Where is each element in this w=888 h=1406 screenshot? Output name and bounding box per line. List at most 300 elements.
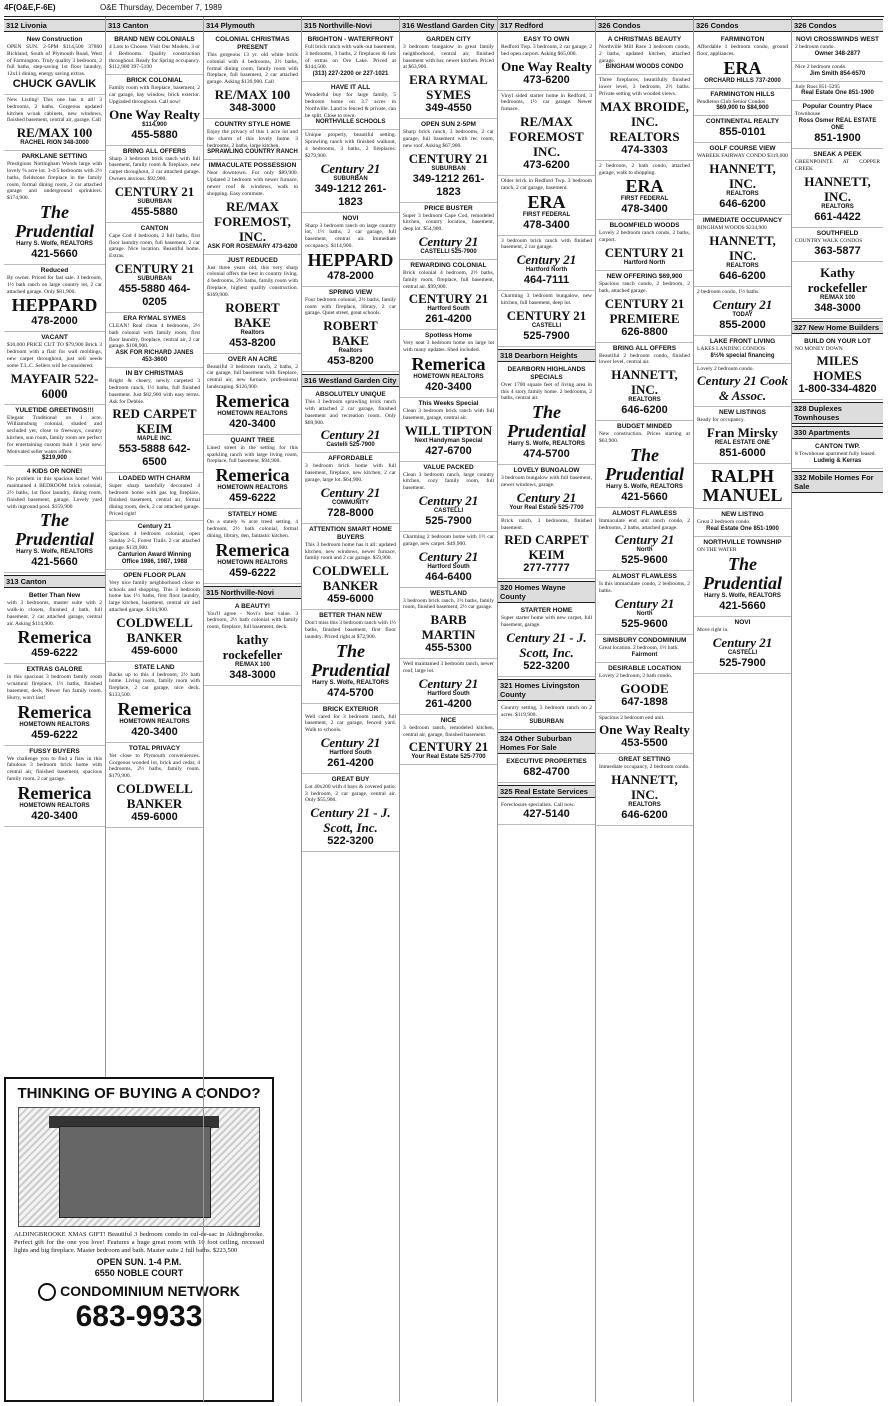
classified-ad <box>302 34 399 82</box>
agency-name: One Way Realty <box>599 722 690 738</box>
ad-subline: ASK FOR ROSEMARY 473-6200 <box>207 243 298 250</box>
agency-name: HEPPARD <box>11 295 98 316</box>
ad-body: Brick ranch, 3 bedrooms, finished basement. <box>501 517 592 531</box>
ad-body: Well maintained 3 bedroom ranch, newer roof, large lot. <box>403 661 494 674</box>
classified-ad <box>302 774 399 852</box>
phone-number: 646-6200 <box>621 809 668 822</box>
classified-ad <box>792 149 883 228</box>
ad-subline: Harry S. Wolfe, REALTORS <box>16 549 93 556</box>
ad-body: 3 bedroom brick ranch with finished basement, 2 car garage. <box>501 237 592 251</box>
agency-name: CENTURY 21 <box>408 291 489 307</box>
agency-name: Century 21 - J. Scott, Inc. <box>506 629 587 660</box>
agency-name: Remerica <box>117 698 192 719</box>
classified-ad <box>694 617 791 674</box>
ad-subline: Fairmont <box>631 651 658 658</box>
ad-headline: FUSSY BUYERS <box>29 747 80 755</box>
ad-headline: YULETIDE GREETINGS!!! <box>15 406 94 414</box>
ad-subline: REALTORS <box>726 262 759 269</box>
classified-ad <box>4 466 105 573</box>
ad-body: Beautiful 3 bedroom ranch, 2 baths, 2 car garage, full basement with fireplace, central air, new furnace, professional landscaping. $126,900. <box>207 363 298 390</box>
ad-body: Super starter home with new carpet, full basement, garage. <box>501 615 592 629</box>
agency-name: Century 21 <box>614 595 675 611</box>
display-ad-body: ALDINGBROOKE XMAS GIFT! Beautiful 3 bedroom condo in cul-de-sac in Aldingbrooke. Perfect gift for the one you love! Features a huge great room with 10 foot ceiling, recessed lights and big fireplace. Master bedroom and bath. Master suite 2 full baths. $223,500 <box>14 1231 264 1254</box>
ad-body: Wonderful buy for large family, 5 bedroom home on 3.7 acres in Northville. Land is fenced & private, can be split. Close to town. <box>305 92 396 119</box>
classified-ad <box>4 746 105 827</box>
ad-subline: North <box>636 547 653 554</box>
ad-subline: Jim Smith 854-6570 <box>809 70 866 77</box>
ad-subline: Castelli 525-7900 <box>326 442 375 449</box>
ad-subline: CASTELLI <box>727 649 758 656</box>
phone-number: 474-3303 <box>621 143 668 156</box>
ad-headline: AFFORDABLE <box>328 455 373 463</box>
ad-body: Prestigious Nottingham Woods large with lovely % acre lot. 3-4/5 bedrooms with 2½ baths, fieldstone fireplace in the family room, formal dining room, 2 car attached garage and underground sprinklers. $174,900. <box>7 161 102 202</box>
classified-ad <box>498 605 595 677</box>
phone-number: 646-6200 <box>621 404 668 417</box>
section-heading: 332 Mobile Homes For Sale <box>792 471 883 493</box>
ad-body: This gorgeous 13 yr. old white brick colonial with 4 bedrooms, 2½ baths, formal dining room, family room with fireplace, full basement, 2 car attached garage. Asking $139,900. Call <box>207 52 298 86</box>
agency-name: MILES HOMES <box>813 353 862 384</box>
classified-ad <box>498 364 595 465</box>
ad-body: CLEAN! Real clean 4 bedrooms, 2½ bath colonial with family room, first floor laundry, fireplace, central air, 2 car garage. $108,900. <box>109 322 200 350</box>
phone-number: 348-3000 <box>229 668 276 681</box>
ad-headline: NOVI <box>342 214 359 222</box>
ad-headline: NEW LISTINGS <box>719 409 766 417</box>
ad-headline: OPEN SUN 2-5PM <box>421 121 476 129</box>
agency-name: Century 21 <box>516 489 577 505</box>
ad-body: 8 Townhouse apartment fully leased. <box>795 451 876 458</box>
agency-name: HANNETT, INC. <box>611 772 678 803</box>
ad-subline: Owner 348-2877 <box>814 50 861 57</box>
phone-number: 855-0101 <box>719 126 766 139</box>
ad-body: Ready for occupancy. <box>697 417 745 424</box>
ad-body: 2 bedroom, 2 bath condo, attached garage, walk to shopping. <box>599 162 690 176</box>
phone-number: 522-3200 <box>523 659 570 672</box>
agency-name: RED CARPET KEIM <box>112 406 197 437</box>
classified-ad <box>204 119 301 160</box>
phone-number: 420-3400 <box>425 380 472 393</box>
ad-body: Just three years old, this very sharp colonial offers the best in country living. 4 bedrooms, 2½ baths, family room with fireplace, highest quality construction. $169,900. <box>207 264 298 298</box>
ad-body: No problem in this spacious home! Well maintained 4 BEDROOM brick colonial, 2½ baths, 1st floor laundry, dining room, finished basement, garage. Lovely yard with inground pool. $159,900 <box>7 476 102 510</box>
classified-ad <box>302 82 399 130</box>
ad-headline: HAVE IT ALL <box>330 84 371 92</box>
ad-subline: CASTELLI 525-7900 <box>420 248 477 255</box>
ad-body: GREENPOINTE AT COPPER CREEK <box>795 159 880 172</box>
agency-name: ERA <box>527 191 566 212</box>
agency-name: GOODE <box>620 680 669 696</box>
ad-body: 3 bedroom bungalow in great family neighborhood, central air, finished basement with bar, newer kitchen. Priced at $63,900. <box>403 44 494 71</box>
ad-body: OPEN SUN. 2-5PM $114,500 37860 Richland, South of Plymouth Road, West of Farmington. Truly quality 3 bedroom, 2 full baths, step-saving 1st floor laundry, 12x11 dining, energy saving extras. <box>7 44 102 78</box>
ad-headline: BRIGHTON - WATERFRONT <box>307 36 394 43</box>
ad-headline: VALUE PACKED <box>423 463 474 471</box>
agency-name: Century 21 <box>320 427 381 443</box>
classified-ad <box>596 75 693 160</box>
agency-name: COLDWELL BANKER <box>116 614 193 645</box>
ad-subline: Harry S. Wolfe, REALTORS <box>606 483 683 490</box>
phone-number: 421-5660 <box>31 247 78 260</box>
ad-body: Very neat 3 bedroom home on large lot with many updates. Shed included. <box>403 340 494 354</box>
ad-subline: FIRST FEDERAL <box>522 211 571 218</box>
ad-headline: FARMINGTON <box>720 36 765 43</box>
agency-name: WILL TIPTON <box>404 422 493 438</box>
classified-ad <box>4 590 105 664</box>
agency-name: The Prudential <box>604 444 684 484</box>
ad-body: Great location. 2 bedroom, 1½ bath. <box>599 644 679 651</box>
column-4 <box>302 17 400 1402</box>
ad-headline: STATELY HOME <box>227 511 278 519</box>
ad-body: Immaculate end unit ranch condo, 2 bedrooms, 2 baths, attached garage. <box>599 517 690 531</box>
classified-ad <box>4 664 105 745</box>
ad-subline: CASTELLI <box>531 322 562 329</box>
agency-name: RE/MAX 100 <box>16 125 93 141</box>
ad-subline: HOMETOWN REALTORS <box>119 718 190 725</box>
classified-ad <box>302 287 399 372</box>
ad-subline: RACHEL RION 348-3000 <box>20 140 89 147</box>
phone-number: 525-9600 <box>621 554 668 567</box>
ad-body: Pendleton Club Senior Condos <box>697 98 765 105</box>
classified-ad <box>204 34 301 119</box>
agency-name: Century 21 - J. Scott, Inc. <box>310 805 391 836</box>
agency-name: BARB MARTIN <box>421 612 476 643</box>
ad-body: Charming 2 bedroom home with 1½ car garage, new carpet. $49,900. <box>403 533 494 547</box>
agency-name: Century 21 <box>712 634 773 650</box>
open-house-time: OPEN SUN. 1-4 P.M. <box>96 1257 182 1267</box>
agency-name: Century 21 <box>418 548 479 564</box>
phone-number: 261-4200 <box>327 756 374 769</box>
ad-headline: ALMOST FLAWLESS <box>612 573 677 581</box>
classified-ad <box>302 389 399 453</box>
classified-ad <box>106 473 203 521</box>
phone-number: 647-1898 <box>621 695 668 708</box>
ad-headline: Popular Country Place <box>802 103 873 111</box>
ad-subline: North <box>636 610 653 617</box>
classified-ad <box>498 516 595 580</box>
classified-ad <box>498 465 595 516</box>
ad-body: BINGHAM WOODS $234,900 <box>697 225 767 232</box>
phone-number: 455-5300 <box>425 642 472 655</box>
agency-name: The Prudential <box>702 553 782 593</box>
agency-name: RED CARPET KEIM <box>504 532 589 563</box>
ad-headline: BETTER THAN NEW <box>319 612 382 620</box>
phone-number: 261-4200 <box>425 313 472 326</box>
classified-ad <box>694 116 791 143</box>
ad-body: Unique property, beautiful setting. Sprawling ranch with finished walkout, 4 bedrooms, 3 baths, 2 fireplaces. $279,900. <box>305 132 396 159</box>
ad-body: Lot 40x200 with 4 bays & covered patio. 3 bedroom, 2 car garage, central air. Only $55,900. <box>305 783 396 804</box>
agency-name: RE/MAX 100 <box>214 86 291 102</box>
phone-number: 427-5140 <box>523 808 570 821</box>
ad-headline: FARMINGTON HILLS <box>710 90 775 98</box>
phone-number: 277-7777 <box>523 562 570 575</box>
ad-headline: This Weeks Special <box>418 399 479 407</box>
phone-number: 453-5500 <box>621 737 668 750</box>
ad-headline: New Construction <box>26 36 83 43</box>
agency-name: RE/MAX FOREMOST INC. <box>509 113 584 159</box>
classified-ad <box>400 659 497 715</box>
agency-name: Century 21 <box>320 484 381 500</box>
classified-ad <box>400 34 497 119</box>
ad-subline: Next Handyman Special <box>414 437 483 444</box>
ad-subline: RE/MAX 100 <box>819 294 855 301</box>
section-heading: 312 Livonia <box>4 19 105 32</box>
ad-body: Super 3 bedroom Cape Cod, remodeled kitchen, country location, basement, deep lot. $54,900. <box>403 212 494 233</box>
ad-subline: SUBURBAN <box>137 198 172 205</box>
classified-ad <box>400 203 497 260</box>
phone-number: 851-6000 <box>719 447 766 460</box>
ad-body: WABEEK FAIRWAY CONDO $319,000 <box>697 153 788 160</box>
ad-headline: STARTER HOME <box>520 607 573 615</box>
ad-subline: Ross Osmer REAL ESTATE ONE <box>798 118 877 132</box>
ad-subline: SUBURBAN <box>137 275 172 282</box>
classified-ad <box>498 291 595 347</box>
ad-headline: CONTINENTAL REALTY <box>705 118 780 126</box>
classified-ad <box>792 228 883 262</box>
agency-name: Century 21 <box>320 160 381 176</box>
classified-ad <box>694 336 791 364</box>
phone-number: 453-8200 <box>229 336 276 349</box>
agency-name: Fran Mirsky <box>706 425 779 441</box>
ad-body: You'll agree - Novi's best value. 3 bedroom, 2½ bath colonial with family room, fireplace, full basement, deck. <box>207 610 298 631</box>
ad-headline: SNEAK A PEEK <box>813 151 862 159</box>
classified-ad <box>498 34 595 91</box>
agency-name: MAX BROIDE, INC. REALTORS <box>600 98 689 144</box>
classified-ad <box>596 663 693 713</box>
ad-subline: ASK FOR RICHARD JANES 453-3600 <box>115 350 194 364</box>
ad-subline: HOMETOWN REALTORS <box>19 721 90 728</box>
section-heading: 317 Redford <box>498 19 595 32</box>
ad-body: Family room with fireplace, basement, 2 car garage, bay window, brick exterior. Upgraded throughout. Call now! <box>109 85 200 105</box>
classified-ad <box>106 662 203 743</box>
ad-headline: EXTRAS GALORE <box>26 666 83 674</box>
section-heading: 313 Canton <box>4 575 105 588</box>
section-heading: 330 Apartments <box>792 426 883 439</box>
agency-name: The Prudential <box>14 510 94 550</box>
ad-body: Over 1700 square feet of living area in this 4 story family home. 2 bedrooms, 2 baths, central air. <box>501 381 592 402</box>
agency-name: HANNETT, INC. <box>611 367 678 398</box>
open-house-address: 6550 NOBLE COURT <box>94 1268 184 1278</box>
phone-number: 459-6000 <box>131 811 178 824</box>
ad-body: Spacious ranch condo, 2 bedroom, 2 bath, attached garage. <box>599 280 690 294</box>
classified-ad <box>4 405 105 467</box>
ad-headline: ABSOLUTELY UNIQUE <box>315 391 386 399</box>
ad-subline: $114,900 <box>142 121 167 128</box>
ad-body: in this spacious 3 bedroom family room w/natural fireplace, 1½ baths, finished basement, deck. Newer fun family room. Hurry, won't last! <box>7 674 102 701</box>
ad-headline: BRING ALL OFFERS <box>612 344 677 352</box>
section-heading: 315 Northville-Novi <box>302 19 399 32</box>
ad-subline: REAL ESTATE ONE <box>714 440 771 447</box>
ad-headline: PARKLANE SETTING <box>21 153 88 161</box>
ad-headline: BRICK EXTERIOR <box>322 705 379 713</box>
ad-subline: Realtors <box>338 348 363 355</box>
agency-name: RALPH MANUEL <box>702 466 783 506</box>
phone-number: 363-5877 <box>814 244 861 257</box>
agency-name: HANNETT, INC. <box>709 161 776 192</box>
agency-name: COLDWELL BANKER <box>312 563 389 594</box>
agency-name: CENTURY 21 PREMIERE <box>604 295 685 326</box>
ad-subline: Hartford South <box>427 306 470 313</box>
ad-subline: REALTORS <box>726 191 759 198</box>
classified-ad <box>596 161 693 221</box>
agency-name: Century 21 Cook & Assoc. <box>697 373 789 404</box>
ad-subline: MAPLE INC. <box>137 436 172 443</box>
ad-body: We challenge you to find a flaw in this fabulous 3 bedroom brick home with central air, finished basement, spacious family room, 2 car garage. <box>7 755 102 783</box>
ad-body: Backs up to this 4 bedroom, 2½ bath home. Living room, family room with fireplace, 2 car garage, nice deck. $133,500. <box>109 671 200 699</box>
ad-headline: IMMEDIATE OCCUPANCY <box>702 217 783 225</box>
ad-headline: GARDEN CITY <box>426 36 471 43</box>
agency-name: Remerica <box>215 539 290 560</box>
ad-body: Full brick ranch with walk-out basement, 3 bedrooms, 3 baths, 2 fireplaces & lots of extras on Ore Lake. Priced at $144,500. <box>305 44 396 71</box>
classified-ad <box>400 532 497 588</box>
classified-ad <box>106 368 203 473</box>
ad-headline: NOVI <box>734 618 751 626</box>
ad-body: Beautiful 2 bedroom condo, finished lower level, central air. <box>599 352 690 366</box>
ad-body: Lovely 2 bedroom, 2 bath condo. <box>599 672 673 679</box>
column-6 <box>498 17 596 1402</box>
classified-ad <box>694 287 791 336</box>
ad-headline: COLONIAL CHRISTMAS PRESENT <box>215 36 290 51</box>
ad-body: Elegant Traditional on 1 acre. Williamsburg colonial, shaded and secluded yet, close to freeways, country kitchen, sun room, family room are perfect for entertaining custom built 1 year new. Motivated seller wants offers. <box>7 414 102 455</box>
agency-name: ERA <box>723 57 762 78</box>
phone-number: 349-1212 261-1823 <box>314 182 387 208</box>
ad-subline: HOMETOWN REALTORS <box>19 802 90 809</box>
column-2 <box>106 17 204 1402</box>
agency-name: HANNETT, INC. <box>804 173 871 204</box>
classified-ad <box>498 236 595 292</box>
ad-body: Sharp 3 bedroom brick ranch with full basement, family room & fireplace, new carpet throughout, 2 car attached garage. Owners anxious. $92,900. <box>109 155 200 182</box>
phone-number: 459-6222 <box>31 647 78 660</box>
ad-subline: RE/MAX 100 <box>234 661 270 668</box>
ad-body: Charming 3 bedroom bungalow, new kitchen, full basement, deep lot. <box>501 293 592 306</box>
ad-body: Country setting, 3 bedroom ranch on 2 acres. $119,900. <box>501 704 592 718</box>
classified-ad <box>400 330 497 398</box>
agency-name: CENTURY 21 <box>408 739 489 755</box>
ad-body: Sharp 3 bedroom ranch on large country lot, 1½ baths, 2 car garage, full basement, central air. Immediate occupancy. $114,900. <box>305 222 396 249</box>
ad-body: Redford Twp. 3 bedroom, 2 car garage, 2 bed open carport. Asking $65,000. <box>501 44 592 57</box>
classified-ad <box>498 756 595 783</box>
ad-headline: LOADED WITH CHARM <box>118 475 191 483</box>
ad-headline: A CHRISTMAS BEAUTY <box>607 36 682 43</box>
phone-number: 525-7900 <box>719 656 766 669</box>
ad-body: 3 bedroom ranch, remodeled kitchen, central air, garage, finished basement. <box>403 724 494 738</box>
ad-body: Yet close to Plymouth conveniences. Gorgeous wooded lot, brick and cedar, 4 bedrooms, 2½ baths, family room. $179,900. <box>109 752 200 780</box>
classified-ad <box>792 441 883 469</box>
ad-subline: SUBURBAN <box>529 718 564 725</box>
phone-number: 851-1900 <box>814 132 861 145</box>
phone-number: 427-6700 <box>425 444 472 457</box>
page-header <box>4 2 884 17</box>
ad-subline: REALTORS <box>628 802 661 809</box>
ad-body: Don't miss this 3 bedroom ranch with 1½ baths, finished basement, first floor laundry. Priced right at $72,900. <box>305 620 396 640</box>
section-heading: 328 Duplexes Townhouses <box>792 402 883 424</box>
ad-subline: Harry S. Wolfe, REALTORS <box>508 441 585 448</box>
ad-body: Affordable 1 bedroom condo, ground floor, appliances. <box>697 44 788 57</box>
classified-ad <box>204 354 301 435</box>
phone-number: 1-800-334-4820 <box>798 383 877 396</box>
ad-subline: Canturion Award Winning Office 1986, 1987, 1988 <box>117 551 192 565</box>
section-heading: 316 Westland Garden City <box>302 374 399 387</box>
classified-ad <box>498 91 595 176</box>
ad-body: Clean 3 bedroom brick ranch with full basement, garage, central air. <box>403 407 494 421</box>
classified-ad <box>106 223 203 313</box>
classified-ad <box>596 34 693 75</box>
classified-ad <box>596 343 693 422</box>
classified-ad <box>302 524 399 610</box>
agency-name: kathy rockefeller <box>222 631 283 662</box>
phone-number: 473-6200 <box>523 158 570 171</box>
classified-ad <box>498 800 595 826</box>
phone-number: 453-8200 <box>327 355 374 368</box>
agency-name: CENTURY 21 <box>408 150 489 166</box>
ad-subline: CASTELLI <box>433 507 464 514</box>
classified-ad <box>792 62 883 82</box>
ad-body: 3 bedroom brick ranch, 1½ baths, family room, finished basement, 2½ car garage. <box>403 597 494 611</box>
ad-subline: Real Estate One 851-1900 <box>706 525 779 532</box>
ad-headline: ERA RYMAL SYMES <box>123 314 186 322</box>
ad-body: Immediate occupancy, 2 bedroom condo. <box>599 764 690 771</box>
ad-headline: DEARBORN HIGHLANDS SPECIALS <box>507 365 586 381</box>
phone-number: 626-8800 <box>621 325 668 338</box>
ad-subline: (313) 227-2200 or 227-1021 <box>312 71 389 78</box>
agency-name: Century 21 <box>418 492 479 508</box>
ad-headline: Reduced <box>40 266 69 274</box>
classified-ad <box>792 336 883 401</box>
classified-ad <box>694 509 791 537</box>
classified-ad <box>596 508 693 572</box>
logo-text: CONDOMINIUM NETWORK <box>60 1283 240 1299</box>
agency-name: ERA <box>625 176 664 197</box>
phone-number: 474-5700 <box>327 686 374 699</box>
ad-body: Vinyl sided starter home in Redford, 3 bedrooms, 1½ car garage. Newer furnace. <box>501 92 592 113</box>
ad-body: 4 Lots to Choose. Visit Our Models. 3 or 4 Bedrooms. Quality construction throughout. Ready for Spring occupancy. $112,900 397-5190 <box>109 44 200 71</box>
agency-name: MAYFAIR 522-6000 <box>10 370 99 401</box>
phone-number: 478-3400 <box>523 218 570 231</box>
ad-body: This 3 bedroom sprawling brick ranch with attached 2 car garage, finished basement and recreation room. Only $69,900. <box>305 399 396 426</box>
ad-body: Brick colonial 4 bedroom, 2½ baths, family room, fireplace, full basement, central air. $99,900. <box>403 269 494 290</box>
classified-ad <box>694 464 791 509</box>
ad-headline: STATE LAND <box>134 663 175 671</box>
ad-body: Spacious 4 bedroom colonial, open Sunday 2-5, Forest Trails. 2 car attached garage. $139,900. <box>109 531 200 551</box>
classified-ad <box>596 271 693 343</box>
phone-number: 661-4422 <box>814 210 861 223</box>
phone-number: 349-1212 261-1823 <box>412 172 485 198</box>
classified-ad <box>106 570 203 662</box>
classified-ad <box>204 435 301 509</box>
classified-ad <box>792 262 883 319</box>
phone-number: 455-5880 <box>131 128 178 141</box>
classified-ad <box>400 119 497 202</box>
ad-headline: WESTLAND <box>430 589 467 597</box>
classified-columns <box>4 17 884 1402</box>
classified-ad <box>302 130 399 212</box>
ad-body: This 3 bedroom home has it all: updated kitchen, new windows, newer furnace, family room and 2 car garage. $59,900. <box>305 541 396 562</box>
section-heading: 327 New Home Builders <box>792 321 883 334</box>
ad-body: Lovely 2 bedroom ranch condo, 2 baths, carport. <box>599 230 690 244</box>
ad-headline: COUNTRY STYLE HOME <box>214 120 291 128</box>
agency-name: CENTURY 21 <box>114 183 195 199</box>
ad-body: Judy Russ 851-5295 <box>795 83 840 90</box>
classified-ad <box>400 588 497 660</box>
agency-name: Century 21 <box>712 296 773 312</box>
phone-number: 455-5880 464-0205 <box>118 282 191 308</box>
ad-body: LAKES LANDING CONDOS <box>697 345 766 352</box>
agency-name: One Way Realty <box>501 58 592 74</box>
ad-body: Three fireplaces, beautifully finished lower level, 3 bedroom, 2½ baths. Private setting with wooded views. <box>599 77 690 97</box>
column-8 <box>694 17 792 1402</box>
agency-name: ERA RYMAL SYMES <box>409 72 488 103</box>
classified-ad <box>204 255 301 354</box>
classified-ad <box>792 101 883 149</box>
ad-headline: SPRING VIEW <box>328 288 373 296</box>
ad-headline: TOTAL PRIVACY <box>128 744 181 752</box>
ad-headline: REWARDING COLONIAL <box>410 261 487 269</box>
